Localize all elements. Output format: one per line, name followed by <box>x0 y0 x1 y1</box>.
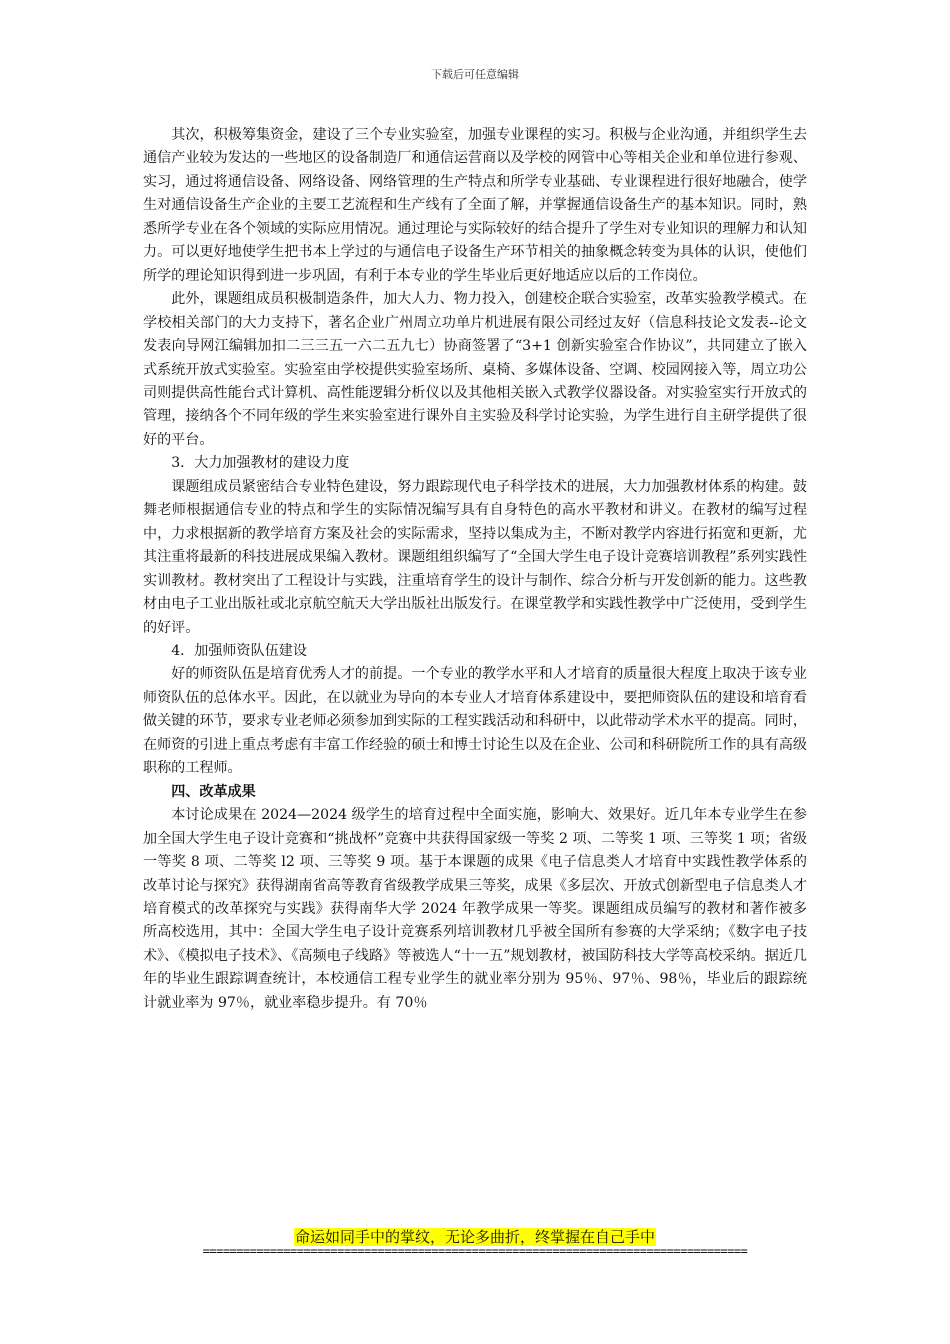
paragraph: 其次，积极筹集资金，建设了三个专业实验室，加强专业课程的实习。积极与企业沟通，并组织学生去通信产业较为发达的一些地区的设备制造厂和通信运营商以及学校的网管中心等相关企业和单位进行参观、实习，通过将通信设备、网络设备、网络管理的生产特点和所学专业基础、专业课程进行很好地融合，使学生对通信设备生产企业的主要工艺流程和生产线有了全面了解，并掌握通信设备生产的基本知识。同时，熟悉所学专业在各个领域的实际应用情况。通过理论与实际较好的结合提升了学生对专业知识的理解力和认知力。可以更好地使学生把书本上学过的与通信电子设备生产环节相关的抽象概念转变为具体的认识，使他们所学的理论知识得到进一步巩固，有利于本专业的学生毕业后更好地适应以后的工作岗位。 <box>143 127 807 284</box>
section-subheading: 4．加强师资队伍建设 <box>171 642 307 659</box>
paragraph: 好的师资队伍是培育优秀人才的前提。一个专业的教学水平和人才培育的质量很大程度上取决于该专业师资队伍的总体水平。因此，在以就业为导向的本专业人才培育体系建设中，要把师资队伍的建设和培育看做关键的环节，要求专业老师必须参加到实际的工程实践活动和科研中，以此带动学术水平的提高。同时，在师资的引进上重点考虑有丰富工作经验的硕士和博士讨论生以及在企业、公司和科研院所工作的具有高级职称的工程师。 <box>143 666 807 777</box>
section-subheading: 3．大力加强教材的建设力度 <box>171 455 350 472</box>
document-body <box>143 124 807 1015</box>
motto-highlight: 命运如同手中的掌纹，无论多曲折，终掌握在自己手中 <box>294 1228 655 1246</box>
paragraph: 本讨论成果在 2024—2024 级学生的培育过程中全面实施，影响大、效果好。近几年本专业学生在参加全国大学生电子设计竞赛和“挑战杯”竞赛中共获得国家级一等奖 2 项、二等奖 1 项、三等奖 1 项；省级一等奖 8 项、二等奖 l2 项、三等奖 9 项。基于本课题的成果《电子信息类人才培育中实践性教学体系的改革讨论与探究》获得湖南省高等教育省级教学成果三等奖，成果《多层次、开放式创新型电子信息类人才培育模式的改革探究与实践》获得南华大学 2024 年教学成果一等奖。课题组成员编写的教材和著作被多所高校选用，其中：全国大学生电子设计竞赛系列培训教材几乎被全国所有参赛的大学采纳；《数字电子技术》、《模拟电子技术》、《高频电子线路》等被选人“十一五”规划教材，被国防科技大学等高校采纳。据近几年的毕业生跟踪调查统计，本校通信工程专业学生的就业率分别为 95％、97％、98％，毕业后的跟踪统计就业率为 97％，就业率稳步提升。有 70％ <box>143 807 807 1011</box>
section-heading: 四、改革成果 <box>171 783 256 800</box>
paragraph: 课题组成员紧密结合专业特色建设，努力跟踪现代电子科学技术的进展，大力加强教材体系的构建。鼓舞老师根据通信专业的特点和学生的实际情况编写具有自身特色的高水平教材和讲义。在教材的编写过程中，力求根据新的教学培育方案及社会的实际需求，坚持以集成为主，不断对教学内容进行拓宽和更新，尤其注重将最新的科技进展成果编入教材。课题组组织编写了“全国大学生电子设计竞赛培训教程”系列实践性实训教材。教材突出了工程设计与实践，注重培育学生的设计与制作、综合分析与开发创新的能力。这些教材由电子工业出版社或北京航空航天大学出版社出版发行。在课堂教学和实践性教学中广泛使用，受到学生的好评。 <box>143 478 807 636</box>
footer-divider: ================================================================================= <box>202 1244 748 1258</box>
page-header: 下载后可任意编辑 <box>431 68 519 81</box>
paragraph: 此外，课题组成员积极制造条件，加大人力、物力投入，创建校企联合实验室，改革实验教学模式。在学校相关部门的大力支持下，著名企业广州周立功单片机进展有限公司经过友好（信息科技论文发表--论文发表向导网江编辑加扣二三三五一六二五九七）协商签署了“3+1 创新实验室合作协议”，共同建立了嵌入式系统开放式实验室。实验室由学校提供实验室场所、桌椅、多媒体设备、空调、校园网接入等，周立功公司则提供高性能台式计算机、高性能逻辑分析仪以及其他相关嵌入式教学仪器设备。对实验室实行开放式的管理，接纳各个不同年级的学生来实验室进行课外自主实验及科学讨论实验，为学生进行自主研学提供了很好的平台。 <box>143 291 807 448</box>
